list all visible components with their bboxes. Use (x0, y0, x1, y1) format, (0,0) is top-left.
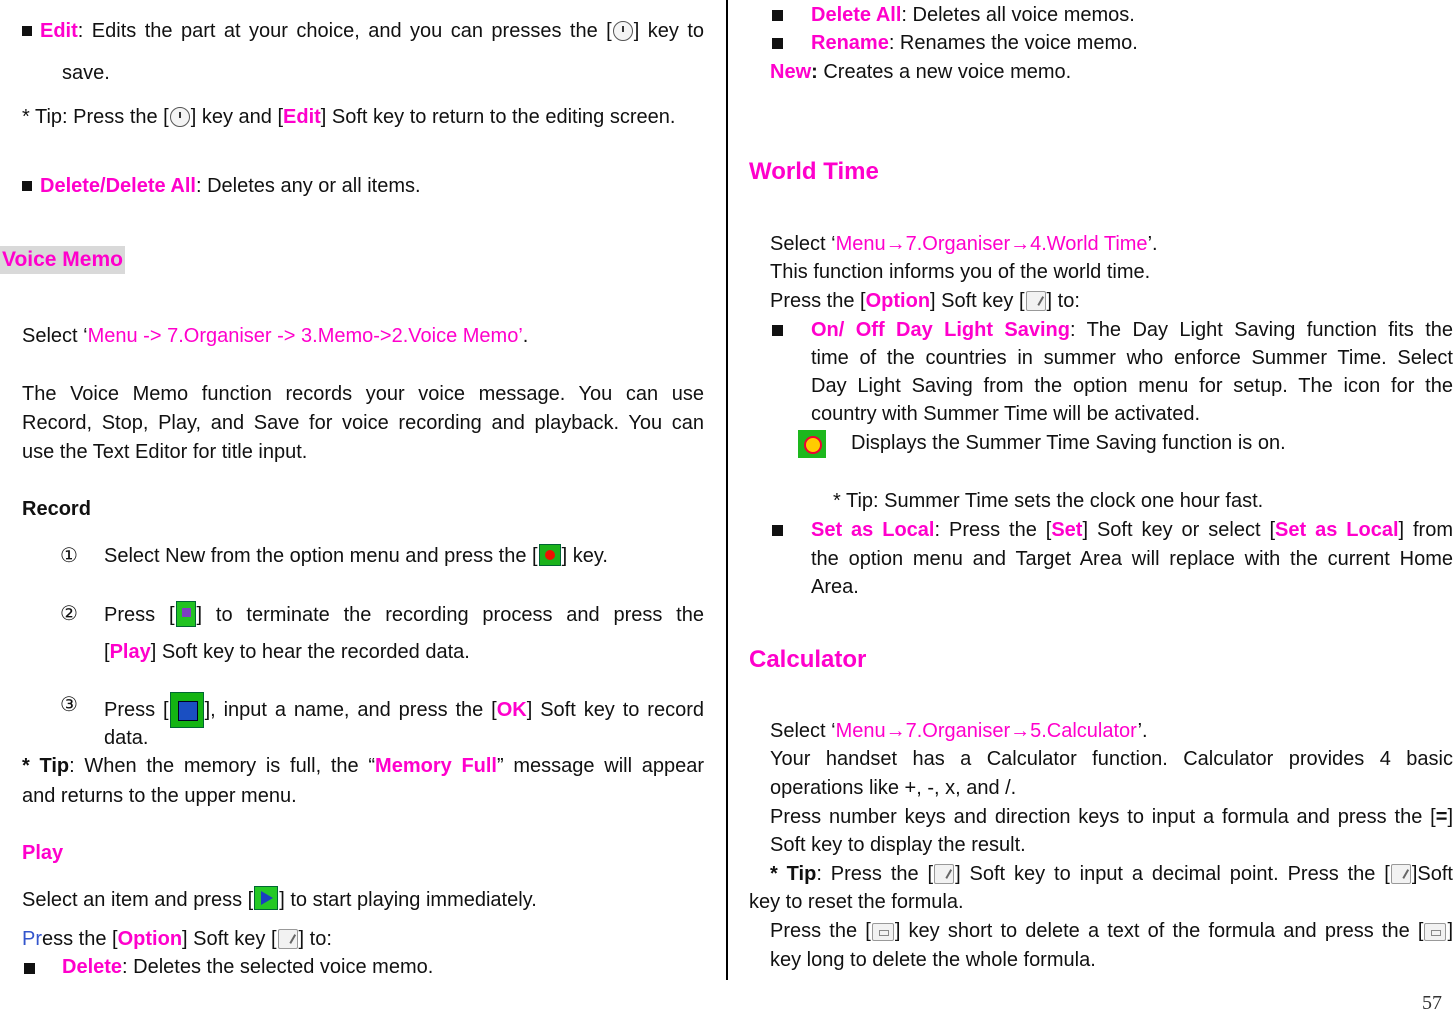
play-heading: Play (22, 842, 64, 864)
clear-key-icon (1424, 923, 1446, 941)
dls-line-2: time of the countries in summer who enforce Summer Time. Select (811, 347, 1453, 369)
summer-time-icon (798, 430, 826, 458)
record-step-3-line-2: data. (104, 727, 149, 749)
set-local-line-3: Area. (811, 576, 859, 598)
clock-key-icon (170, 107, 190, 127)
voice-memo-heading: Voice Memo (0, 246, 125, 274)
soft-key-icon (278, 929, 298, 949)
record-step-2-num: ② (60, 603, 78, 625)
clock-key-icon (613, 21, 633, 41)
calculator-tip-line-2: key to reset the formula. (749, 891, 964, 913)
intro-line-1: The Voice Memo function records your voice message. You can use (22, 383, 704, 405)
calculator-tip-line-1: * Tip: Press the [ ] Soft key to input a decimal point. Press the [ ]Soft (770, 863, 1453, 885)
intro-line-2: Record, Stop, Play, and Save for voice recording and playback. You can (22, 412, 704, 434)
delete-item: Delete: Deletes the selected voice memo. (62, 956, 434, 978)
world-time-select-path: Select ‘Menu→7.Organiser→4.World Time’. (770, 233, 1158, 255)
dls-line-1: On/ Off Day Light Saving: The Day Light Saving function fits the (811, 319, 1453, 341)
calculator-intro-line-2: operations like +, -, x, and /. (770, 777, 1017, 799)
record-heading: Record (22, 498, 91, 520)
record-step-3-num: ③ (60, 694, 78, 716)
square-bullet-icon (24, 963, 35, 974)
tip-return-edit: * Tip: Press the [ ] key and [Edit] Soft key to return to the editing screen. (22, 106, 676, 128)
soft-key-right-icon (1391, 864, 1411, 884)
stop-key-icon (176, 601, 196, 627)
calculator-heading: Calculator (749, 646, 867, 673)
square-bullet-icon (22, 26, 32, 36)
calculator-press-line-1: Press number keys and direction keys to input a formula and press the [=] (770, 806, 1453, 828)
column-divider (726, 0, 728, 980)
dls-line-4: country with Summer Time will be activated. (811, 403, 1201, 425)
edit-line-1: Edit: Edits the part at your choice, and you can presses the [ ] key to (22, 20, 704, 43)
world-time-info: This function informs you of the world time. (770, 261, 1151, 283)
dls-line-3: Day Light Saving from the option menu for setup. The icon for the (811, 375, 1453, 397)
calculator-select-path: Select ‘Menu→7.Organiser→5.Calculator’. (770, 720, 1148, 742)
intro-line-3: use the Text Editor for title input. (22, 441, 308, 463)
record-step-2-line-1: Press [ ] to terminate the recording process and press the (104, 601, 704, 627)
dls-icon-description: Displays the Summer Time Saving function is on. (851, 432, 1286, 454)
calculator-intro-line-1: Your handset has a Calculator function. Calculator provides 4 basic (770, 748, 1453, 770)
soft-key-icon (1026, 291, 1046, 311)
square-bullet-icon (22, 181, 32, 191)
set-local-line-1: Set as Local: Press the [Set] Soft key or select [Set as Local] from (811, 519, 1453, 541)
world-time-heading: World Time (749, 158, 879, 185)
calculator-delete-line-2: key long to delete the whole formula. (770, 949, 1096, 971)
square-bullet-icon (772, 525, 783, 536)
voice-memo-select-path: Select ‘Menu -> 7.Organiser -> 3.Memo->2.Voice Memo’. (22, 325, 529, 347)
play-key-icon (254, 886, 278, 910)
rename-item: Rename: Renames the voice memo. (811, 32, 1138, 54)
save-key-icon (170, 692, 204, 728)
memory-full-tip-line-1: * Tip: When the memory is full, the “Memory Full” message will appear (22, 755, 705, 777)
dls-tip: * Tip: Summer Time sets the clock one hour fast. (833, 490, 1264, 512)
clear-key-icon (872, 923, 894, 941)
delete-all-voice-item: Delete All: Deletes all voice memos. (811, 4, 1135, 26)
soft-key-left-icon (934, 864, 954, 884)
world-time-press-option: Press the [Option] Soft key [ ] to: (770, 290, 1080, 312)
page-number: 57 (1422, 992, 1442, 1014)
square-bullet-icon (772, 38, 783, 49)
edit-term: Edit (40, 20, 78, 42)
square-bullet-icon (772, 10, 783, 21)
record-step-3-line-1: Press [ ], input a name, and press the [OK] Soft key to record (104, 692, 704, 728)
record-step-2-line-2: [Play] Soft key to hear the recorded data. (104, 641, 470, 663)
set-local-line-2: the option menu and Target Area will replace with the current Home (811, 548, 1453, 570)
square-bullet-icon (772, 325, 783, 336)
delete-all-item: Delete/Delete All: Deletes any or all items. (22, 175, 421, 198)
edit-line-2: save. (62, 62, 110, 84)
record-key-icon (539, 544, 561, 566)
play-instruction: Select an item and press [ ] to start playing immediately. (22, 886, 537, 912)
calculator-press-line-2: Soft key to display the result. (770, 834, 1026, 856)
record-step-1: ① Select New from the option menu and press the [ ] key. (60, 545, 608, 567)
memory-full-tip-line-2: and returns to the upper menu. (22, 785, 297, 807)
new-item: New: Creates a new voice memo. (770, 61, 1072, 83)
calculator-delete-line-1: Press the [ ] key short to delete a text of the formula and press the [ ] (770, 920, 1453, 942)
press-option-line: Press the [Option] Soft key [ ] to: (22, 928, 332, 950)
